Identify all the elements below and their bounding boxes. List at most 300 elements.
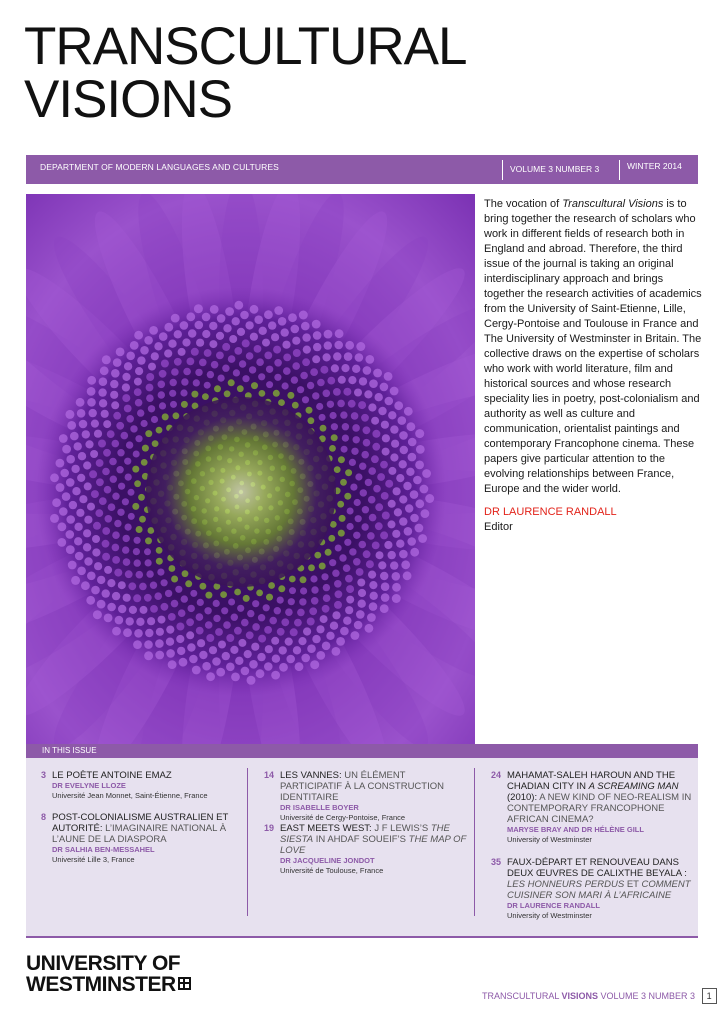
floret <box>301 322 310 331</box>
floret <box>396 540 404 548</box>
floret <box>336 637 345 646</box>
floret <box>99 399 107 407</box>
floret <box>191 391 198 398</box>
floret <box>126 415 134 423</box>
floret <box>324 341 332 349</box>
floret <box>124 405 132 413</box>
floret <box>205 621 213 629</box>
floret <box>200 583 207 590</box>
floret <box>285 638 293 646</box>
floret <box>283 367 291 375</box>
floret <box>56 459 65 468</box>
floret <box>179 658 188 667</box>
university-logo-line2: WESTMINSTER <box>26 974 191 995</box>
floret <box>209 322 217 330</box>
article-title: FAUX-DÉPART ET RENOUVEAU DANS DEUX ŒUVRES DE CALIXTHE BEYALA : LES HONNEURS PERDUS ET COMMENT CUISINER SON MARI À L’AFRICAINE <box>507 857 691 901</box>
floret <box>133 594 141 602</box>
floret <box>249 366 256 373</box>
masthead-title-line2: VISIONS <box>24 70 233 129</box>
volume-label: VOLUME 3 NUMBER 3 <box>510 164 600 174</box>
floret <box>292 337 300 345</box>
editor-name: DR LAURENCE RANDALL <box>484 506 617 518</box>
floret <box>346 596 354 604</box>
floret <box>343 617 351 625</box>
floret <box>202 330 210 338</box>
floret <box>178 609 186 617</box>
floret <box>319 563 326 570</box>
floret <box>399 460 407 468</box>
floret <box>340 411 347 418</box>
floret <box>363 550 371 558</box>
article-institution: Université Lille 3, France <box>52 855 135 864</box>
floret <box>222 343 230 351</box>
department-label: DEPARTMENT OF MODERN LANGUAGES AND CULTURES <box>40 162 279 172</box>
floret <box>125 524 132 531</box>
floret <box>228 599 235 606</box>
floret <box>191 348 199 356</box>
floret <box>50 514 59 523</box>
floret <box>229 335 237 343</box>
floret <box>139 583 147 591</box>
floret <box>169 390 176 397</box>
floret <box>246 352 254 360</box>
floret <box>258 614 265 621</box>
floret <box>136 526 143 533</box>
floret <box>94 562 102 570</box>
floret <box>103 449 111 457</box>
floret <box>365 355 374 364</box>
floret <box>334 341 343 350</box>
floret <box>212 657 221 666</box>
floret <box>391 440 399 448</box>
floret <box>323 594 331 602</box>
floret <box>274 359 282 367</box>
floret <box>356 610 365 619</box>
floret <box>313 343 321 351</box>
floret <box>323 584 330 591</box>
floret <box>221 607 228 614</box>
floret <box>181 378 188 385</box>
floret <box>135 399 143 407</box>
floret <box>83 529 91 537</box>
floret <box>130 425 137 432</box>
floret <box>112 493 119 500</box>
floret <box>144 336 153 345</box>
floret <box>293 646 301 654</box>
floret <box>348 400 356 408</box>
floret <box>98 388 106 396</box>
floret <box>72 487 80 495</box>
floret <box>87 503 95 511</box>
floret <box>399 517 407 525</box>
floret <box>228 379 235 386</box>
floret <box>310 368 318 376</box>
floret <box>349 548 356 555</box>
article-page: 24 <box>490 770 501 780</box>
floret <box>345 341 354 350</box>
floret <box>312 355 320 363</box>
floret <box>256 358 264 366</box>
floret <box>144 594 152 602</box>
floret <box>102 553 110 561</box>
floret <box>350 484 357 491</box>
floret <box>390 453 398 461</box>
floret <box>327 377 335 385</box>
floret <box>152 440 159 447</box>
floret <box>271 333 279 341</box>
floret <box>101 410 109 418</box>
floret <box>150 582 157 589</box>
floret <box>259 327 267 335</box>
floret <box>363 426 371 434</box>
floret <box>123 558 131 566</box>
floret <box>149 326 158 335</box>
floret <box>210 305 219 314</box>
floret <box>286 655 295 664</box>
floret <box>333 388 341 396</box>
floret <box>310 660 319 669</box>
floret <box>312 635 320 643</box>
floret <box>202 313 211 322</box>
floret <box>187 358 195 366</box>
floret <box>359 541 367 549</box>
floret <box>266 381 273 388</box>
floret <box>264 310 273 319</box>
floret <box>262 339 270 347</box>
floret <box>176 623 184 631</box>
floret <box>317 379 325 387</box>
floret <box>340 479 347 486</box>
floret <box>211 361 219 369</box>
floret <box>316 625 324 633</box>
floret <box>380 604 389 613</box>
floret <box>337 501 344 508</box>
floret <box>335 590 343 598</box>
floret <box>358 401 366 409</box>
floret <box>354 621 363 630</box>
floret <box>334 466 341 473</box>
floret <box>111 369 120 378</box>
floret <box>309 607 317 615</box>
floret <box>418 534 427 543</box>
floret <box>171 600 179 608</box>
floret <box>87 398 96 407</box>
floret <box>351 631 360 640</box>
floret <box>79 495 87 503</box>
floret <box>74 537 82 545</box>
floret <box>380 383 389 392</box>
floret <box>68 561 77 570</box>
floret <box>99 377 108 386</box>
floret <box>196 339 204 347</box>
floret <box>273 346 281 354</box>
floret <box>97 600 106 609</box>
floret <box>138 494 145 501</box>
floret <box>274 306 283 315</box>
floret <box>114 569 122 577</box>
floret <box>175 586 182 593</box>
floret <box>291 376 298 383</box>
floret <box>81 581 90 590</box>
floret <box>234 589 241 596</box>
floret <box>361 523 368 530</box>
floret <box>333 352 341 360</box>
floret <box>133 451 140 458</box>
floret <box>406 468 414 476</box>
floret <box>342 435 349 442</box>
floret <box>161 360 169 368</box>
article-author: DR SALHIA BEN-MESSAHEL <box>52 845 155 854</box>
floret <box>403 571 412 580</box>
floret <box>59 507 68 516</box>
floret <box>146 394 154 402</box>
floret <box>300 372 308 380</box>
floret <box>390 561 398 569</box>
floret <box>399 495 407 503</box>
floret <box>71 576 80 585</box>
floret <box>283 354 291 362</box>
floret <box>282 341 290 349</box>
floret <box>393 487 401 495</box>
floret <box>230 646 238 654</box>
floret <box>71 465 79 473</box>
floret <box>329 559 336 566</box>
floret <box>170 379 177 386</box>
floret <box>145 629 153 637</box>
floret <box>216 668 225 677</box>
floret <box>112 544 120 552</box>
article-institution: University of Westminster <box>507 835 592 844</box>
floret <box>368 403 376 411</box>
floret <box>95 509 103 517</box>
floret <box>126 617 134 625</box>
floret <box>382 448 390 456</box>
floret <box>202 662 211 671</box>
floret <box>388 467 396 475</box>
floret <box>300 587 307 594</box>
floret <box>421 509 430 518</box>
floret <box>368 496 376 504</box>
floret <box>147 617 155 625</box>
floret <box>74 523 82 531</box>
floret <box>239 360 246 367</box>
floret <box>334 601 342 609</box>
floret <box>57 538 66 547</box>
floret <box>196 613 204 621</box>
floret <box>348 376 356 384</box>
article-page: 14 <box>263 770 274 780</box>
header-divider <box>619 160 620 180</box>
floret <box>410 548 419 557</box>
floret <box>373 485 381 493</box>
floret <box>355 473 362 480</box>
floret <box>94 430 102 438</box>
floret <box>226 663 235 672</box>
floret <box>193 379 200 386</box>
floret <box>295 662 304 671</box>
floret <box>209 646 217 654</box>
floret <box>130 341 139 350</box>
article-author: MARYSE BRAY AND DR HÉLÈNE GILL <box>507 825 644 834</box>
floret <box>218 641 226 649</box>
floret <box>323 390 331 398</box>
floret <box>343 564 351 572</box>
floret <box>148 405 155 412</box>
floret <box>110 391 118 399</box>
floret <box>360 489 367 496</box>
university-logo <box>26 953 191 995</box>
floret <box>220 591 227 598</box>
floret <box>132 503 139 510</box>
floret <box>186 312 195 321</box>
article-title: LES VANNES: UN ÉLÉMENT PARTICIPATIF À LA CONSTRUCTION IDENTITAIRE <box>280 770 444 803</box>
floret <box>399 431 408 440</box>
floret <box>307 382 314 389</box>
floret <box>392 583 401 592</box>
floret <box>134 629 143 638</box>
floret <box>89 409 97 417</box>
floret <box>302 358 310 366</box>
floret <box>134 537 141 544</box>
floret <box>180 321 189 330</box>
university-logo-line1: UNIVERSITY OF <box>26 952 181 975</box>
floret <box>396 474 404 482</box>
floret <box>128 582 136 590</box>
floret <box>293 349 301 357</box>
floret <box>250 333 258 341</box>
floret <box>166 638 174 646</box>
floret <box>328 535 335 542</box>
floret <box>174 330 182 338</box>
floret <box>110 476 117 483</box>
floret <box>139 516 146 523</box>
floret <box>189 655 198 664</box>
floret <box>416 445 425 454</box>
floret <box>195 369 202 376</box>
floret <box>155 651 164 660</box>
floret <box>75 552 84 561</box>
floret <box>240 311 249 320</box>
floret <box>408 438 417 447</box>
floret <box>102 355 111 364</box>
floret <box>133 548 140 555</box>
floret <box>245 321 253 329</box>
floret <box>241 619 249 627</box>
floret <box>381 593 390 602</box>
floret <box>145 559 152 566</box>
floret <box>264 662 273 671</box>
floret <box>222 365 229 372</box>
intro-text <box>484 197 704 535</box>
floret <box>181 595 188 602</box>
floret <box>213 600 220 607</box>
floret <box>118 581 126 589</box>
floret <box>166 649 175 658</box>
floret <box>301 654 310 663</box>
floret <box>215 628 223 636</box>
floret <box>180 389 187 396</box>
floret <box>162 413 169 420</box>
floret <box>279 646 287 654</box>
floret <box>111 401 119 409</box>
floret <box>274 374 281 381</box>
floret <box>67 421 76 430</box>
floret <box>365 479 372 486</box>
floret <box>77 567 86 576</box>
floret <box>93 610 102 619</box>
floret <box>256 669 265 678</box>
floret <box>410 490 419 499</box>
floret <box>202 393 209 400</box>
floret <box>166 626 174 634</box>
floret <box>247 676 256 685</box>
article-institution: Université de Toulouse, France <box>280 866 384 875</box>
floret <box>251 643 259 651</box>
floret <box>382 434 390 442</box>
floret <box>331 434 338 441</box>
editor-role: Editor <box>484 521 513 533</box>
floret <box>134 331 143 340</box>
floret <box>83 543 91 551</box>
floret <box>405 504 413 512</box>
floret <box>367 532 375 540</box>
floret <box>372 443 380 451</box>
floret <box>299 311 308 320</box>
floret <box>365 624 374 633</box>
floret <box>188 329 196 337</box>
floret <box>206 634 214 642</box>
floret <box>244 650 252 658</box>
floret <box>52 498 61 507</box>
floret <box>321 573 328 580</box>
floret <box>382 512 390 520</box>
floret <box>388 520 396 528</box>
floret <box>300 576 307 583</box>
floret <box>170 401 177 408</box>
floret <box>308 417 315 424</box>
floret <box>112 592 120 600</box>
floret <box>156 628 164 636</box>
floret <box>311 586 318 593</box>
floret <box>158 616 166 624</box>
floret <box>278 585 285 592</box>
floret <box>205 592 212 599</box>
floret <box>368 571 376 579</box>
floret <box>169 565 176 572</box>
floret <box>369 581 377 589</box>
floret <box>354 499 361 506</box>
floret <box>277 628 285 636</box>
article-title: POST-COLONIALISME AUSTRALIEN ET AUTORITÉ: L’IMAGINAIRE NATIONAL À L’AUNE DE LA DIASPORA <box>52 812 229 845</box>
article-institution: University of Westminster <box>507 911 592 920</box>
floret <box>154 592 162 600</box>
floret <box>355 353 364 362</box>
floret <box>307 644 316 653</box>
floret <box>123 594 131 602</box>
floret <box>188 605 195 612</box>
floret <box>182 570 189 577</box>
floret <box>98 440 106 448</box>
floret <box>226 634 234 642</box>
floret <box>410 514 419 523</box>
floret <box>271 671 280 680</box>
floret <box>216 352 224 360</box>
floret <box>311 597 319 605</box>
floret <box>376 551 384 559</box>
floret <box>197 639 205 647</box>
floret <box>164 349 172 357</box>
column-divider <box>247 768 248 916</box>
